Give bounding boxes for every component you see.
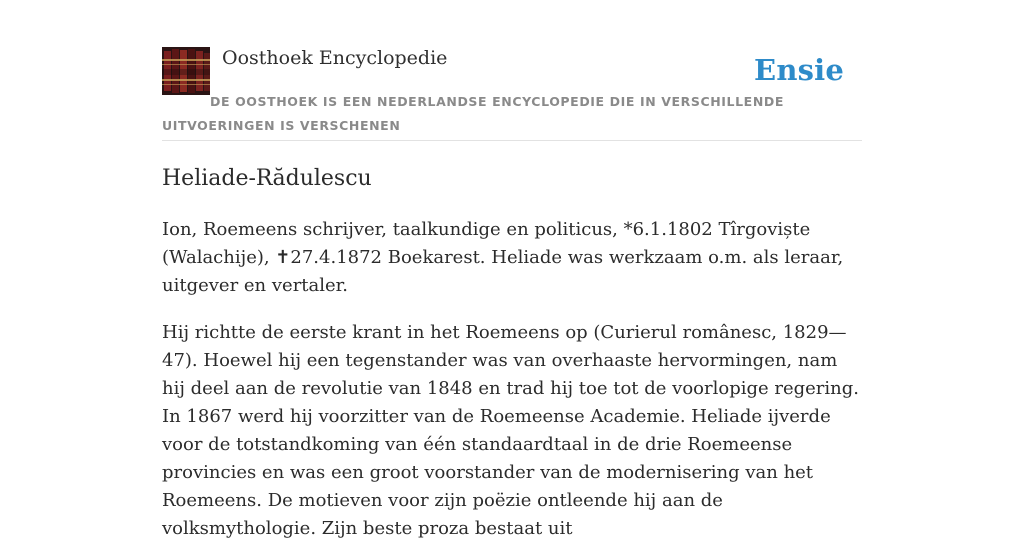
article-paragraph-1: Ion, Roemeens schrijver, taalkundige en politicus, *6.1.1802 Tîrgoviște (Walachije), ✝27.4.1872 Boekarest. Heliade was werkzaam o.m. als leraar, uitgever en vertaler.: [162, 219, 844, 296]
site-tagline: DE OOSTHOEK IS EEN NEDERLANDSE ENCYCLOPEDIE DIE IN VERSCHILLENDE UITVOERINGEN IS VERSCHENEN: [162, 94, 784, 133]
article-title: Heliade-Rădulescu: [162, 166, 372, 191]
site-header: [162, 46, 862, 141]
article-paragraph-2: Hij richtte de eerste krant in het Roemeens op (Curierul românesc, 1829—47). Hoewel hij een tegenstander was van overhaaste hervormingen, nam hij deel aan de revolutie van 1848 en trad hij toe tot de voorlopige regering. In 1867 werd hij voorzitter van de Roemeense Academie. Heliade ijverde voor de totstandkoming van één standaardtaal in de drie Roemeense provincies en was een groot voorstander van de modernisering van het Roemeens. De motieven voor zijn poëzie ontleende hij aan de volksmythologie. Zijn beste proza bestaat uit: [162, 322, 859, 539]
article: [162, 160, 862, 543]
site-title[interactable]: Oosthoek Encyclopedie: [222, 47, 448, 69]
brand-logo[interactable]: Ensie: [754, 53, 844, 87]
book-spines-icon[interactable]: [162, 47, 210, 95]
